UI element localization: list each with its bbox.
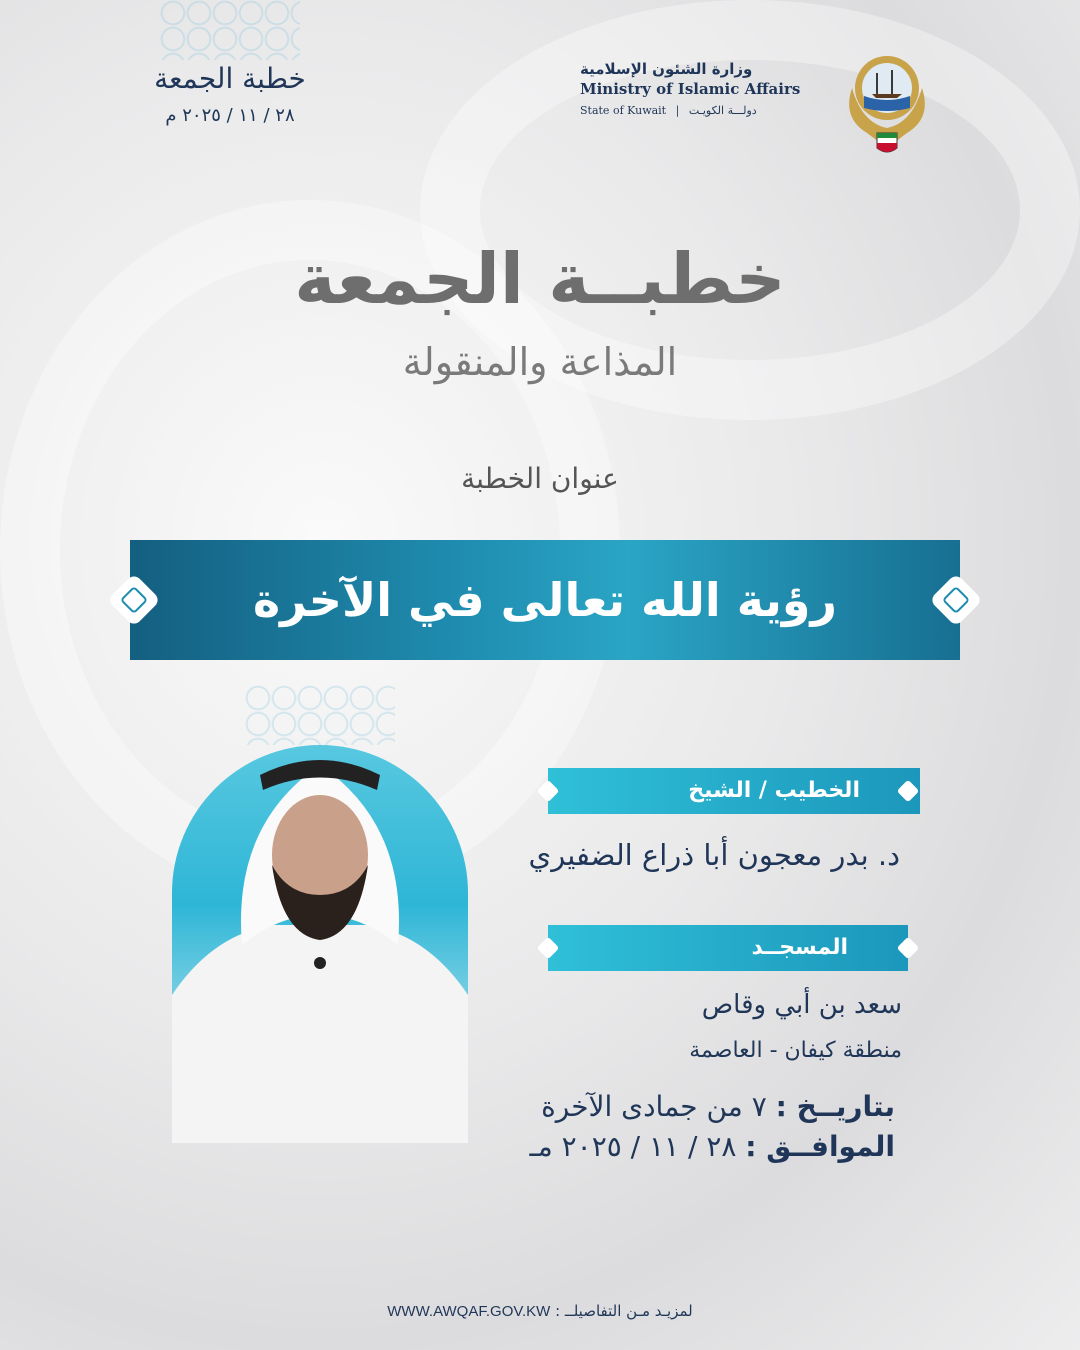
hijri-label: بتاريــخ : [775, 1090, 895, 1123]
sermon-label: عنوان الخطبة [461, 462, 619, 495]
separator: | [675, 104, 680, 117]
mosque-label-bar [548, 925, 908, 971]
ministry-logo-text [580, 60, 830, 117]
ministry-name-en: Ministry of Islamic Affairs [580, 80, 801, 98]
page-title: خطبــة الجمعة [294, 238, 786, 320]
kuwait-emblem-icon [842, 48, 932, 158]
footer [0, 1302, 1080, 1320]
preacher-photo [172, 745, 468, 1143]
decorative-pattern [160, 0, 300, 60]
gregorian-label: الموافــق : [745, 1130, 895, 1163]
preacher-label: الخطيب / الشيخ [688, 778, 860, 803]
footer-label: لمزيـد مـن التفاصيلــ : [555, 1302, 693, 1320]
state-ar: دولـــة الكويـت [688, 104, 757, 117]
preacher-label-bar [548, 768, 920, 814]
preacher-figure [172, 745, 468, 1143]
corner-date: ٢٨ / ١١ / ٢٠٢٥ م [165, 105, 295, 126]
page-subtitle: المذاعة والمنقولة [402, 340, 678, 384]
hijri-date-line [541, 1090, 895, 1123]
state-en: State of Kuwait [580, 104, 667, 117]
website-link[interactable]: WWW.AWQAF.GOV.KW [387, 1303, 551, 1320]
gregorian-date: ٢٨ / ١١ / ٢٠٢٥ مـ [529, 1130, 737, 1163]
sermon-title-banner [130, 540, 960, 660]
hijri-date: ٧ من جمادى الآخرة [541, 1090, 767, 1123]
mosque-label: المسجــد [751, 935, 848, 960]
mosque-area: منطقة كيفان - العاصمة [689, 1038, 902, 1063]
gregorian-date-line [530, 1130, 896, 1163]
corner-title: خطبة الجمعة [154, 62, 306, 95]
decorative-pattern [245, 685, 395, 745]
ministry-name-ar: وزارة الشئون الإسلامية [580, 60, 753, 78]
mosque-name: سعد بن أبي وقاص [701, 990, 902, 1020]
sermon-title: رؤية الله تعالى في الآخرة [253, 573, 837, 627]
preacher-name: د. بدر معجون أبا ذراع الضفيري [528, 838, 900, 872]
